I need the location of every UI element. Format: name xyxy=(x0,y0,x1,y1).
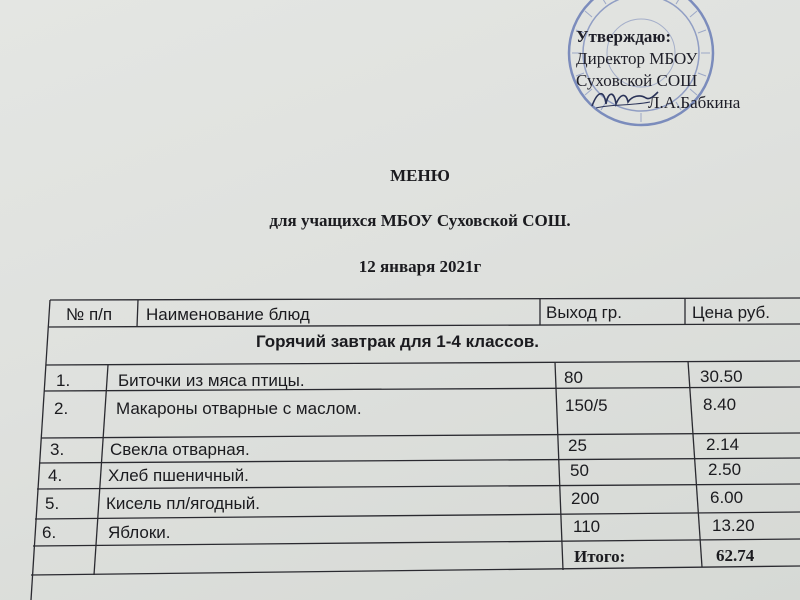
row-4-output: 50 xyxy=(570,461,589,480)
row-1-dish: Биточки из мяса птицы. xyxy=(118,371,305,390)
row-1-output: 80 xyxy=(564,368,583,387)
row-6-output: 110 xyxy=(573,517,601,536)
row-4-dish: Хлеб пшеничный. xyxy=(108,466,249,485)
row-6-dish: Яблоки. xyxy=(108,523,171,542)
approval-school: Суховской СОШ xyxy=(576,71,698,90)
section-heading: Горячий завтрак для 1-4 классов. xyxy=(256,332,540,351)
row-3-output: 25 xyxy=(568,436,587,455)
row-1-number: 1. xyxy=(56,371,71,390)
menu-date: 12 января 2021г xyxy=(358,257,482,276)
row-6-price: 13.20 xyxy=(712,516,755,535)
row-6-number: 6. xyxy=(42,523,57,542)
page-title: МЕНЮ xyxy=(390,166,450,185)
approval-heading: Утверждаю: xyxy=(576,27,672,46)
header-output: Выход гр. xyxy=(546,303,622,322)
row-2-number: 2. xyxy=(54,399,69,418)
approval-position: Директор МБОУ xyxy=(576,49,698,68)
row-4-price: 2.50 xyxy=(708,460,742,479)
total-value: 62.74 xyxy=(716,546,755,565)
row-5-dish: Кисель пл/ягодный. xyxy=(106,494,260,513)
row-5-output: 200 xyxy=(571,489,600,508)
header-number: № п/п xyxy=(66,305,113,324)
row-3-dish: Свекла отварная. xyxy=(110,440,250,459)
row-2-dish: Макароны отварные с маслом. xyxy=(116,399,362,418)
row-1-price: 30.50 xyxy=(700,367,743,386)
header-dish-name: Наименование блюд xyxy=(146,305,310,324)
row-3-price: 2.14 xyxy=(706,435,740,454)
row-2-price: 8.40 xyxy=(703,395,737,414)
row-5-price: 6.00 xyxy=(710,488,744,507)
page-subtitle: для учащихся МБОУ Суховской СОШ. xyxy=(269,211,571,230)
row-3-number: 3. xyxy=(50,440,65,459)
total-label: Итого: xyxy=(574,547,626,566)
header-price: Цена руб. xyxy=(692,303,771,322)
approval-signer: Л.А.Бабкина xyxy=(648,93,741,112)
row-5-number: 5. xyxy=(45,494,60,513)
row-2-output: 150/5 xyxy=(565,396,608,415)
row-4-number: 4. xyxy=(48,466,63,485)
